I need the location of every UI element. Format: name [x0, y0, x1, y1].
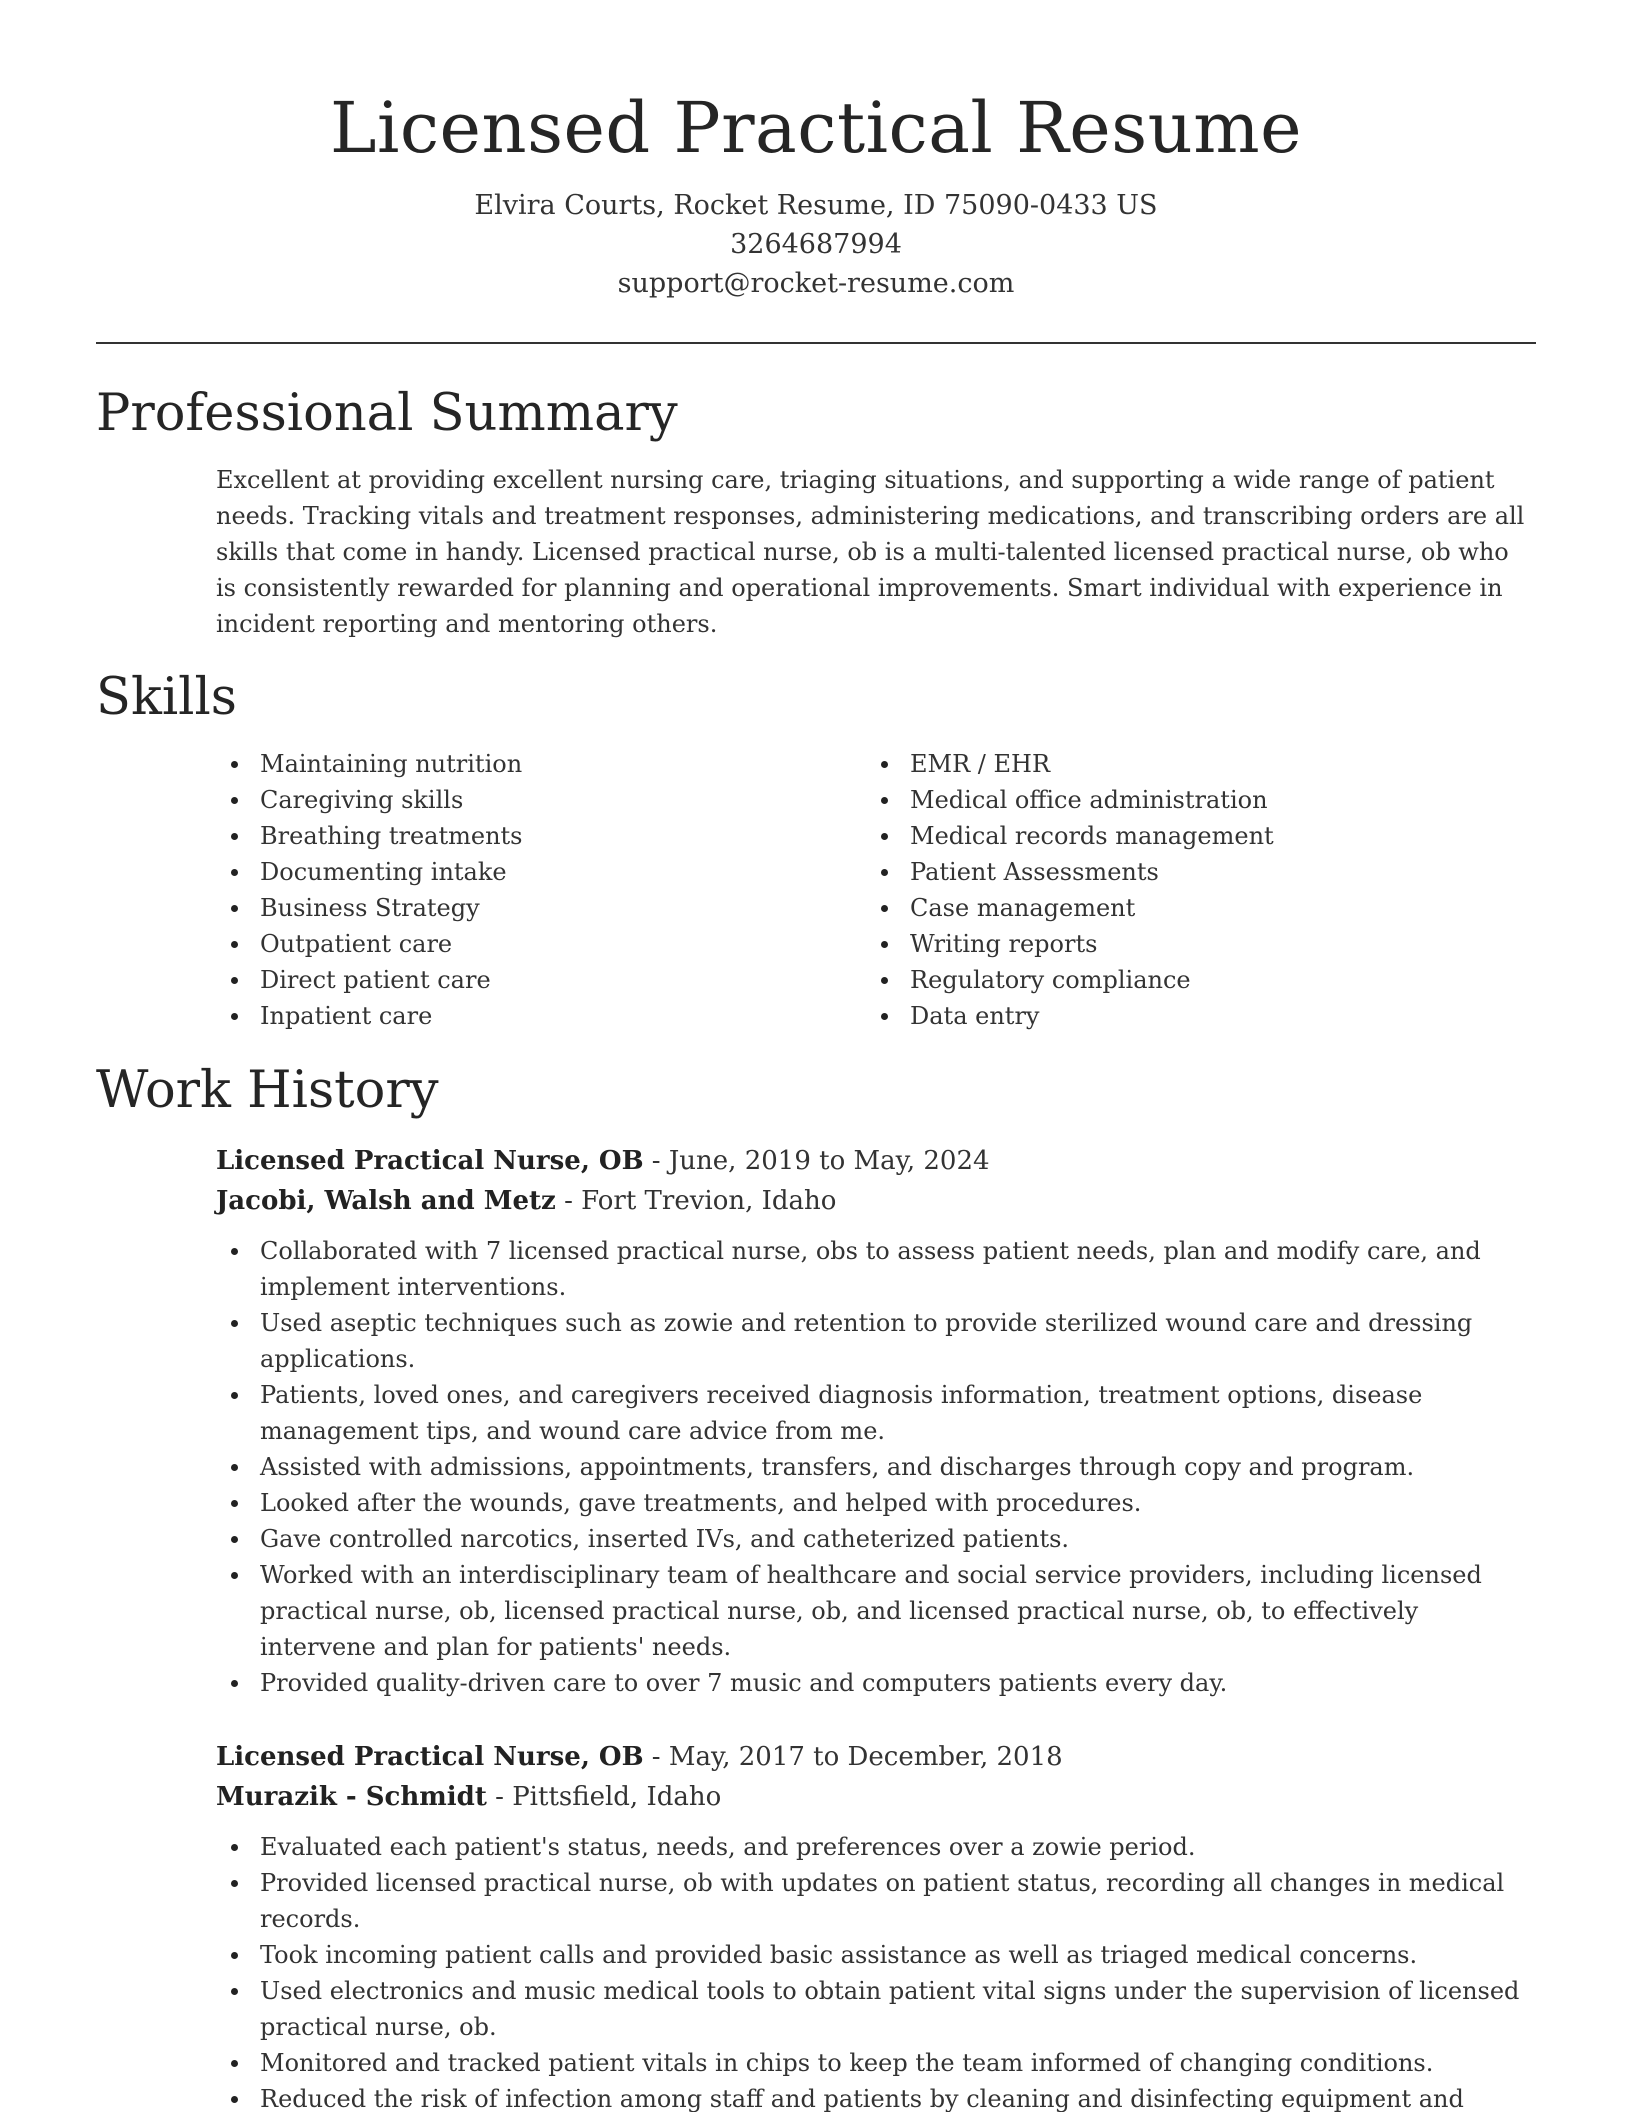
skill-item: Regulatory compliance	[866, 962, 1506, 998]
resume-title: Licensed Practical Resume	[329, 87, 1303, 169]
job-location: - Pittsfield, Idaho	[486, 1782, 722, 1812]
job-company: Murazik - Schmidt	[216, 1782, 487, 1812]
job-bullet: Evaluated each patient's status, needs, and preferences over a zowie period.	[216, 1829, 1536, 1865]
skill-item: Data entry	[866, 998, 1506, 1034]
summary-text: Excellent at providing excellent nursing care, triaging situations, and supporting a wide range of patient needs. Tracking vitals and treatment responses, administering medications, and transcribing orders are all skills that come in handy. Licensed practical nurse, ob is a multi-talented licensed practical nurse, ob who is consistently rewarded for planning and operational improvements. Smart individual with experience in incident reporting and mentoring others.	[216, 466, 1525, 638]
job-bullet: Used aseptic techniques such as zowie and retention to provide sterilized wound care and dressing applications.	[216, 1305, 1536, 1377]
skills-list-left	[216, 746, 776, 1034]
skill-item: Caregiving skills	[216, 782, 776, 818]
job-bullet: Monitored and tracked patient vitals in chips to keep the team informed of changing conditions.	[216, 2045, 1536, 2081]
job-employer-line	[216, 1181, 1536, 1221]
skill-item: Breathing treatments	[216, 818, 776, 854]
skill-item: Patient Assessments	[866, 854, 1506, 890]
job-title-line	[216, 1141, 1536, 1181]
contact-phone: 3264687994	[730, 229, 902, 260]
job-bullet: Assisted with admissions, appointments, transfers, and discharges through copy and program.	[216, 1449, 1536, 1485]
job-bullet: Provided quality-driven care to over 7 music and computers patients every day.	[216, 1665, 1536, 1701]
skill-item: Case management	[866, 890, 1506, 926]
job-bullet: Collaborated with 7 licensed practical nurse, obs to assess patient needs, plan and modify care, and implement interventions.	[216, 1233, 1536, 1305]
job-employer-line	[216, 1777, 1536, 1817]
job-entry	[216, 1737, 1536, 2112]
skill-item: Medical records management	[866, 818, 1506, 854]
job-bullet: Reduced the risk of infection among staff and patients by cleaning and disinfecting equipment and	[216, 2081, 1536, 2112]
skill-item: Inpatient care	[216, 998, 776, 1034]
skill-item: Maintaining nutrition	[216, 746, 776, 782]
job-bullets	[216, 1233, 1536, 1701]
contact-email: support@rocket-resume.com	[617, 268, 1015, 299]
job-bullet: Took incoming patient calls and provided basic assistance as well as triaged medical concerns.	[216, 1937, 1536, 1973]
job-role: Licensed Practical Nurse, OB	[216, 1146, 644, 1176]
skill-item: Medical office administration	[866, 782, 1506, 818]
job-bullet: Gave controlled narcotics, inserted IVs, and catheterized patients.	[216, 1521, 1536, 1557]
skill-item: Documenting intake	[216, 854, 776, 890]
job-bullets	[216, 1829, 1536, 2112]
skill-item: EMR / EHR	[866, 746, 1506, 782]
work-history-heading: Work History	[96, 1061, 439, 1120]
contact-info	[0, 186, 1632, 303]
job-role: Licensed Practical Nurse, OB	[216, 1742, 644, 1772]
skill-item: Direct patient care	[216, 962, 776, 998]
skills-list-right	[866, 746, 1506, 1034]
summary-heading: Professional Summary	[96, 384, 678, 443]
job-bullet: Patients, loved ones, and caregivers received diagnosis information, treatment options, disease management tips, and wound care advice from me.	[216, 1377, 1536, 1449]
job-location: - Fort Trevion, Idaho	[555, 1186, 837, 1216]
job-dates: - June, 2019 to May, 2024	[643, 1146, 990, 1176]
contact-address: Elvira Courts, Rocket Resume, ID 75090-0433 US	[474, 190, 1158, 221]
skills-heading: Skills	[96, 668, 237, 727]
job-entry	[216, 1141, 1536, 1701]
skill-item: Writing reports	[866, 926, 1506, 962]
resume-header	[0, 0, 1632, 303]
job-dates: - May, 2017 to December, 2018	[643, 1742, 1063, 1772]
job-bullet: Provided licensed practical nurse, ob with updates on patient status, recording all changes in medical records.	[216, 1865, 1536, 1937]
job-bullet: Used electronics and music medical tools to obtain patient vital signs under the supervision of licensed practical nurse, ob.	[216, 1973, 1536, 2045]
job-title-line	[216, 1737, 1536, 1777]
header-divider	[96, 342, 1536, 344]
job-bullet: Worked with an interdisciplinary team of healthcare and social service providers, including licensed practical nurse, ob, licensed practical nurse, ob, and licensed practical nurse, ob, to effectively intervene and plan for patients' needs.	[216, 1557, 1536, 1665]
skill-item: Outpatient care	[216, 926, 776, 962]
job-bullet: Looked after the wounds, gave treatments, and helped with procedures.	[216, 1485, 1536, 1521]
job-company: Jacobi, Walsh and Metz	[216, 1186, 556, 1216]
skill-item: Business Strategy	[216, 890, 776, 926]
